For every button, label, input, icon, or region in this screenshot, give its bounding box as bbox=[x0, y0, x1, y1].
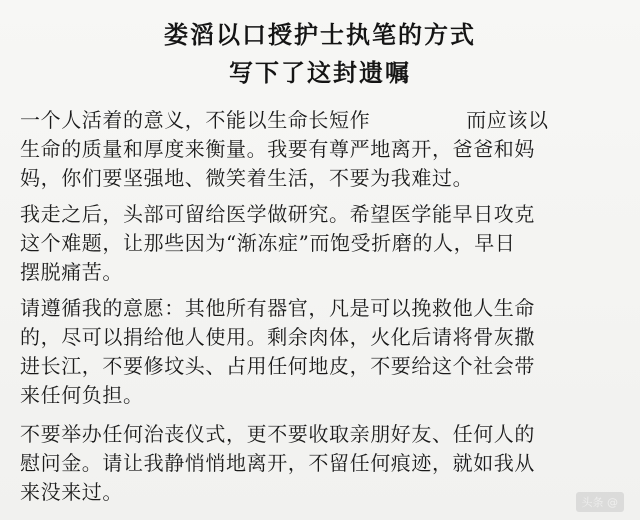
source-watermark: 头条 @ bbox=[576, 492, 625, 512]
paragraph-line: 我走之后，头部可留给医学做研究。希望医学能早日攻克 bbox=[20, 202, 535, 226]
paragraph-line: 慰问金。请让我静悄悄地离开，不留任何痕迹，就如我从 bbox=[20, 451, 535, 475]
document-title-line-1: 娄滔以口授护士执笔的方式 bbox=[164, 20, 476, 49]
paragraph-line: 这个难题，让那些因为“渐冻症”而饱受折磨的人，早日 bbox=[20, 231, 516, 255]
paragraph-line: 生命的质量和厚度来衡量。我要有尊严地离开，爸爸和妈 bbox=[20, 137, 535, 161]
paragraph-3 bbox=[20, 294, 620, 410]
paragraph-line: 摆脱痛苦。 bbox=[20, 260, 123, 284]
paragraph-4 bbox=[20, 420, 620, 507]
paragraph-line: 请遵循我的意愿：其他所有器官，凡是可以挽救他人生命 bbox=[20, 296, 535, 320]
paragraph-1 bbox=[20, 106, 620, 193]
paragraph-line: 来任何负担。 bbox=[20, 383, 144, 407]
paragraph-line: 来没来过。 bbox=[20, 480, 123, 504]
paragraph-line bbox=[20, 106, 620, 135]
paragraph-line: 妈，你们要坚强地、微笑着生活，不要为我难过。 bbox=[20, 166, 474, 190]
paragraph-2 bbox=[20, 200, 620, 287]
paragraph-line: 不要举办任何治丧仪式，更不要收取亲朋好友、任何人的 bbox=[20, 422, 535, 446]
line-text: 一个人活着的意义，不能以生命长短作 bbox=[20, 108, 371, 132]
paragraph-line: 的，尽可以捐给他人使用。剩余肉体，火化后请将骨灰撒 bbox=[20, 325, 535, 349]
paragraph-line: 进长江，不要修坟头、占用任何地皮，不要给这个社会带 bbox=[20, 354, 535, 378]
line-text-tail: 而应该以 bbox=[466, 108, 549, 132]
document-title-line-2: 写下了这封遗嘱 bbox=[229, 58, 411, 87]
